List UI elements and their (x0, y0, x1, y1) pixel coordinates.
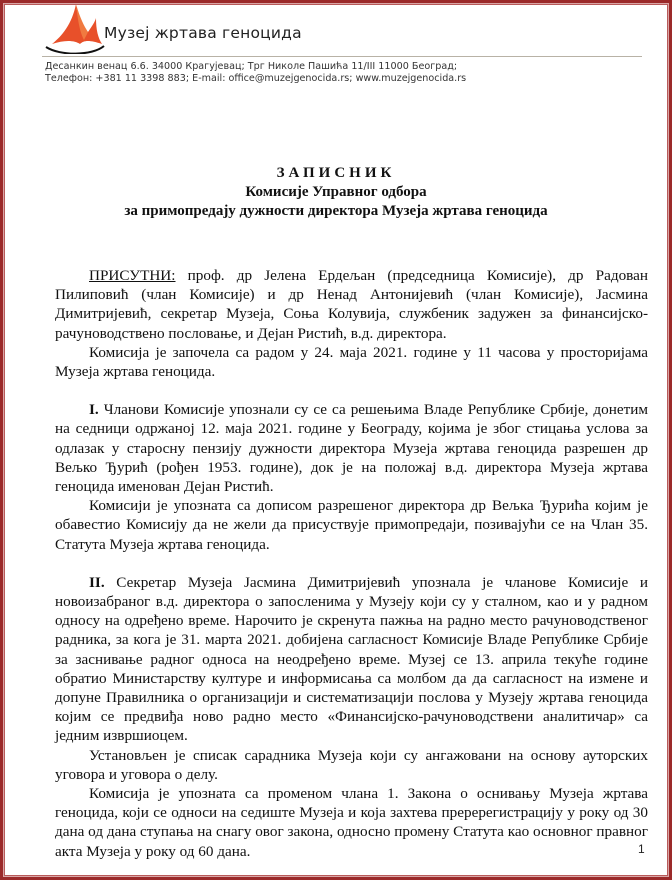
title-heading: ЗАПИСНИК (276, 165, 396, 181)
brand-name: Музеј жртава геноцида (104, 24, 302, 42)
section-1-label: I. (89, 401, 99, 419)
document-body (55, 266, 648, 861)
document-title (0, 164, 672, 221)
museum-flame-logo (40, 2, 110, 54)
present-label: ПРИСУТНИ: (89, 267, 176, 284)
page-number: 1 (638, 842, 645, 856)
section-1-text: Чланови Комисије упознали су се са решењима Владе Републике Србије, донетим на седници одржаној 12. маја 2021. године у Београду, којима је због стицања услова за одлазак у старосну пензију дужности директора Музеја жртава геноцида разрешен др Вељко Ђурић (рођен 1953. године), док је на положај в.д. директора Музеја жртава геноцида именован Дејан Ристић. (55, 401, 648, 496)
contact-line: Телефон: +381 11 3398 883; E-mail: office@muzejgenocida.rs; www.muzejgenocida.rs (45, 73, 467, 84)
paragraph-section-2 (55, 573, 648, 746)
paragraph-section-2-law: Комисија је упозната са променом члана 1. Закона о оснивању Музеја жртава геноцида, који се односи на седиште Музеја и која захтева преререгистрацију у року од 30 дана од дана ступања на снагу овог закона, односно промену Статута као основног правног акта Музеја у року од 60 дана. (55, 785, 648, 860)
paragraph-present (55, 266, 648, 343)
paragraph-section-1 (55, 400, 648, 496)
address-line: Десанкин венац 6.6. 34000 Крагујевац; Трг Николе Пашића 11/III 11000 Београд; (45, 61, 458, 72)
section-2-text: Секретар Музеја Јасмина Димитријевић упознала је чланове Комисије и новоизабраног в.д. директора о запосленима у Музеју који су у сталном, као и у радном односу на одређено време. Нарочито је скренута пажња на радно место рачуноводственог радника, за кога је 31. марта 2021. добијена сагласност Комисије Владе Републике Србије за заснивање радног односа на неодређено време. Музеј се 13. априла текуће године обратио Министарству културе и информисања са молбом да да сагласност на измене и допуне Правилника о организацији и систематизацији послова у Музеју жртава геноцида којим се предвиђа ново радно место «Финансијско-рачуноводствени аналитичар» са једним извршиоцем. (55, 573, 648, 745)
present-text: проф. др Јелена Ердељан (председница Комисије), др Радован Пилиповић (члан Комисије) и др Ненад Антонијевић (члан Комисије), Јасмина Димитријевић, секретар Музеја, Соња Колувија, службеник задужен за финансијско-рачуноводствено пословање, и Дејан Ристић, в.д. директора. (55, 267, 648, 342)
paragraph-section-2-list: Установљен је списак сарадника Музеја који су ангажовани на основу ауторских уговора и уговора о делу. (55, 746, 648, 783)
letterhead-address (45, 61, 645, 85)
paragraph-section-1-letter: Комисији је упозната са дописом разрешеног директора др Вељка Ђурића којим је обавестио Комисију да не жели да присуствује примопредаји, позивајући се на Члан 35. Статута Музеја жртава геноцида. (55, 497, 648, 553)
title-subtitle-1: Комисије Управног одбора (245, 184, 427, 200)
paragraph-start: Комисија је започела са радом у 24. маја 2021. године у 11 часова у просторијама Музеја жртава геноцида. (55, 343, 648, 381)
section-2-label: II. (89, 573, 105, 591)
letterhead-divider (42, 56, 642, 57)
title-subtitle-2: за примопредају дужности директора Музеја жртава геноцида (124, 203, 548, 219)
